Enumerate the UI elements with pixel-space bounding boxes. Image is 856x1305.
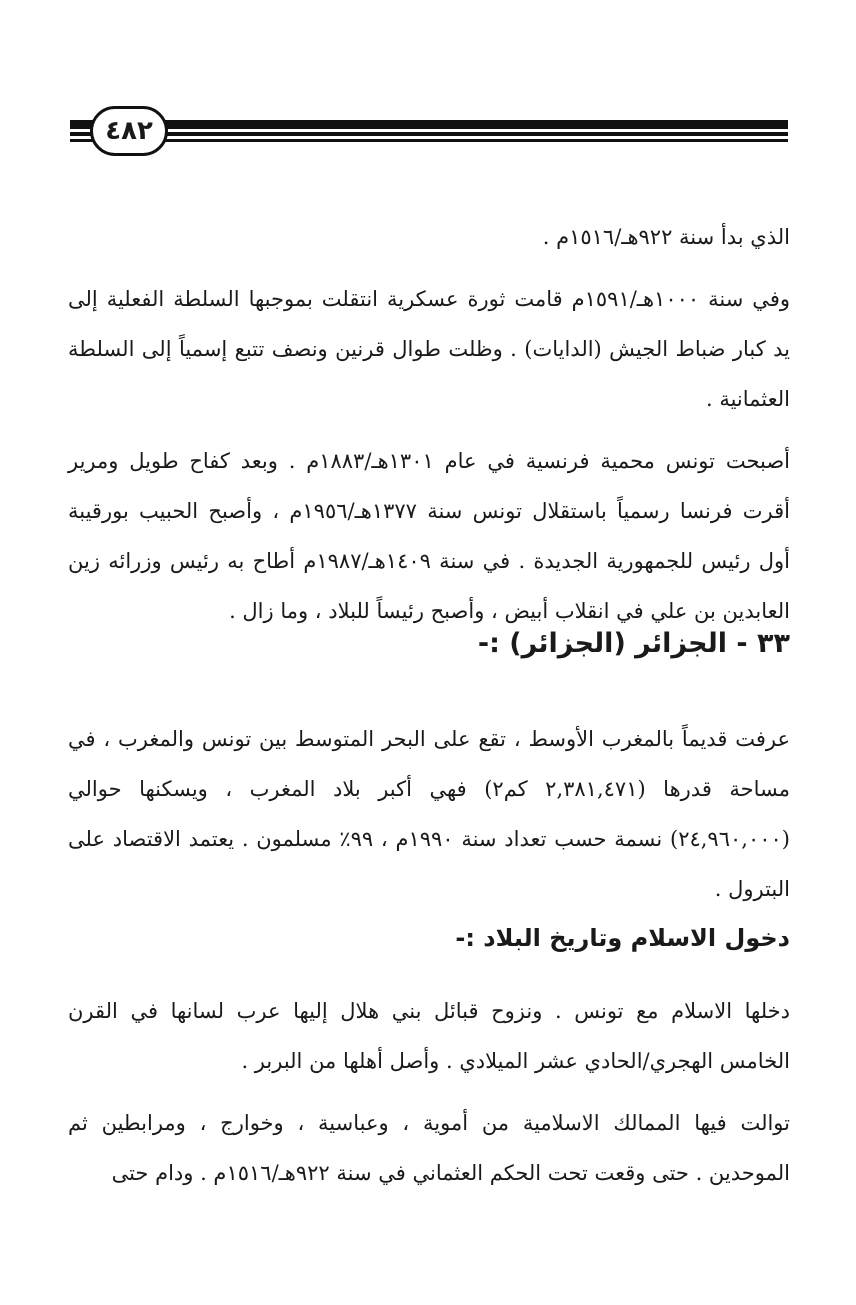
paragraph-islam-arrival: دخلها الاسلام مع تونس . ونزوح قبائل بني هلال إليها عرب لسانها في القرن الخامس الهجري/الحادي عشر الميلادي . وأصل أهلها من البربر . [68,999,790,1073]
header-rule-thick [70,120,788,129]
subheading-islam-history: دخول الاسلام وتاريخ البلاد :- [455,924,790,952]
paragraph-dayat-revolt: وفي سنة ١٠٠٠هـ/١٥٩١م قامت ثورة عسكرية انتقلت بموجبها السلطة الفعلية إلى يد كبار ضباط الجيش (الدايات) . وظلت طوال قرنين ونصف تتبع إسمياً إلى السلطة العثمانية . [68,287,790,411]
paragraph-algeria-overview: عرفت قديماً بالمغرب الأوسط ، تقع على البحر المتوسط بين تونس والمغرب ، في مساحة قدرها (٢,٣٨١,٤٧١ كم٢) فهي أكبر بلاد المغرب ، ويسكنها حوالي (٢٤,٩٦٠,٠٠٠) نسمة حسب تعداد سنة ١٩٩٠م ، ٩٩٪ مسلمون . يعتمد الاقتصاد على البترول . [68,727,790,901]
paragraph-islamic-kingdoms: توالت فيها الممالك الاسلامية من أموية ، وعباسية ، وخوارج ، ومرابطين ثم الموحدين . حتى وقعت تحت الحكم العثماني في سنة ٩٢٢هـ/١٥١٦م . ودام حتى [68,1111,790,1185]
paragraph-continuation: الذي بدأ سنة ٩٢٢هـ/١٥١٦م . [542,225,790,249]
paragraph-tunisia-protectorate: أصبحت تونس محمية فرنسية في عام ١٣٠١هـ/١٨٨٣م . وبعد كفاح طويل ومرير أقرت فرنسا رسمياً باستقلال تونس سنة ١٣٧٧هـ/١٩٥٦م ، وأصبح الحبيب بورقيبة أول رئيس للجمهورية الجديدة . في سنة ١٤٠٩هـ/١٩٨٧م أطاح به رئيس وزرائه زين العابدين بن علي في انقلاب أبيض ، وأصبح رئيساً للبلاد ، وما زال . [68,449,790,623]
section-heading-algeria: ٣٣ - الجزائر (الجزائر) :- [477,628,790,659]
header-rule-medium [70,132,788,136]
header-rule-thin [70,139,788,142]
page-number: ٤٨٢ [90,106,168,156]
